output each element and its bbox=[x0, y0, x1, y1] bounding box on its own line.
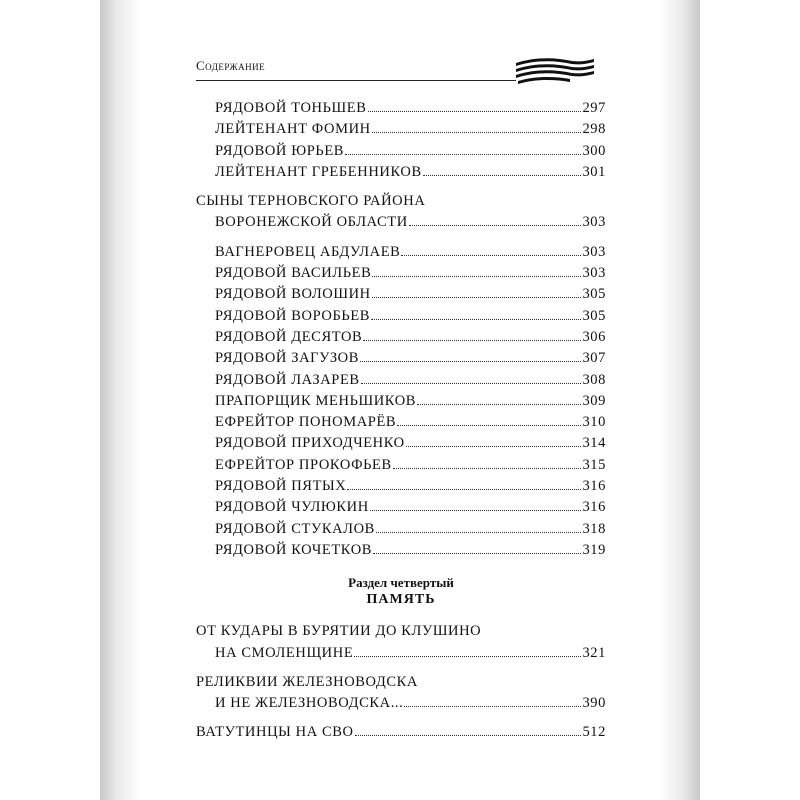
st-george-ribbon-icon bbox=[514, 55, 596, 87]
section-page: 303 bbox=[582, 214, 606, 231]
section-title-line2: И НЕ ЖЕЛЕЗНОВОДСКА... bbox=[215, 695, 404, 712]
toc-entry[interactable]: РЯДОВОЙ ЗАГУЗОВ 307 bbox=[215, 350, 606, 367]
toc-entry[interactable]: РЯДОВОЙ ПЯТЫХ 316 bbox=[215, 478, 606, 495]
section-page: 321 bbox=[582, 644, 606, 661]
toc-entry[interactable]: РЯДОВОЙ ЧУЛЮКИН 316 bbox=[215, 499, 606, 516]
book-page bbox=[140, 0, 660, 800]
toc-entry[interactable]: РЯДОВОЙ ДЕСЯТОВ 306 bbox=[215, 328, 606, 345]
section-title-line1: РЕЛИКВИИ ЖЕЛЕЗНОВОДСКА bbox=[196, 673, 419, 690]
toc-section-relics[interactable] bbox=[196, 672, 606, 715]
toc-entry[interactable]: РЯДОВОЙ ВОЛОШИН 305 bbox=[215, 286, 606, 303]
page-shadow-right bbox=[660, 0, 700, 800]
section-title-line2: ВОРОНЕЖСКОЙ ОБЛАСТИ bbox=[215, 214, 408, 231]
toc-entry[interactable]: РЯДОВОЙ КОЧЕТКОВ 319 bbox=[215, 541, 606, 558]
toc-entry[interactable]: РЯДОВОЙ СТУКАЛОВ 318 bbox=[215, 520, 606, 537]
section-page: 512 bbox=[582, 724, 606, 741]
running-header bbox=[196, 55, 604, 89]
part-title: ПАМЯТЬ bbox=[366, 592, 436, 608]
section-title-line1: СЫНЫ ТЕРНОВСКОГО РАЙОНА bbox=[196, 193, 426, 210]
part-subtitle: Раздел четвертый bbox=[348, 575, 454, 591]
toc-entry[interactable]: ЛЕЙТЕНАНТ ГРЕБЕННИКОВ 301 bbox=[215, 163, 606, 180]
toc-entry[interactable]: ЕФРЕЙТОР ПОНОМАРЁВ 310 bbox=[215, 414, 606, 431]
table-of-contents bbox=[196, 98, 606, 744]
toc-entry[interactable]: РЯДОВОЙ ЮРЬЕВ 300 bbox=[215, 142, 606, 159]
toc-entry[interactable]: ЛЕЙТЕНАНТ ФОМИН 298 bbox=[215, 121, 606, 138]
toc-entry[interactable]: ПРАПОРЩИК МЕНЬШИКОВ 309 bbox=[215, 392, 606, 409]
toc-entry[interactable]: РЯДОВОЙ ПРИХОДЧЕНКО 314 bbox=[215, 435, 606, 452]
toc-section-vatutintsy[interactable] bbox=[196, 722, 606, 743]
toc-entry[interactable]: РЯДОВОЙ ЛАЗАРЕВ 308 bbox=[215, 371, 606, 388]
section-title-line2: НА СМОЛЕНЩИНЕ bbox=[215, 644, 354, 661]
toc-entry[interactable]: РЯДОВОЙ ВОРОБЬЕВ 305 bbox=[215, 307, 606, 324]
header-rule bbox=[196, 80, 516, 81]
toc-entry[interactable]: РЯДОВОЙ ВАСИЛЬЕВ 303 bbox=[215, 265, 606, 282]
section-page: 390 bbox=[582, 695, 606, 712]
page-shadow-left bbox=[100, 0, 140, 800]
toc-section-sons[interactable] bbox=[196, 191, 606, 234]
section-title: ВАТУТИНЦЫ НА СВО bbox=[196, 724, 354, 741]
toc-entry[interactable]: ЕФРЕЙТОР ПРОКОФЬЕВ 315 bbox=[215, 456, 606, 473]
toc-entry[interactable]: РЯДОВОЙ ТОНЬШЕВ 297 bbox=[215, 100, 606, 116]
toc-section-kudara[interactable] bbox=[196, 621, 606, 664]
header-title: Содержание bbox=[196, 58, 266, 73]
toc-entry[interactable]: ВАГНЕРОВЕЦ АБДУЛАЕВ 303 bbox=[215, 243, 606, 260]
section-title-line1: ОТ КУДАРЫ В БУРЯТИИ ДО КЛУШИНО bbox=[196, 623, 482, 640]
